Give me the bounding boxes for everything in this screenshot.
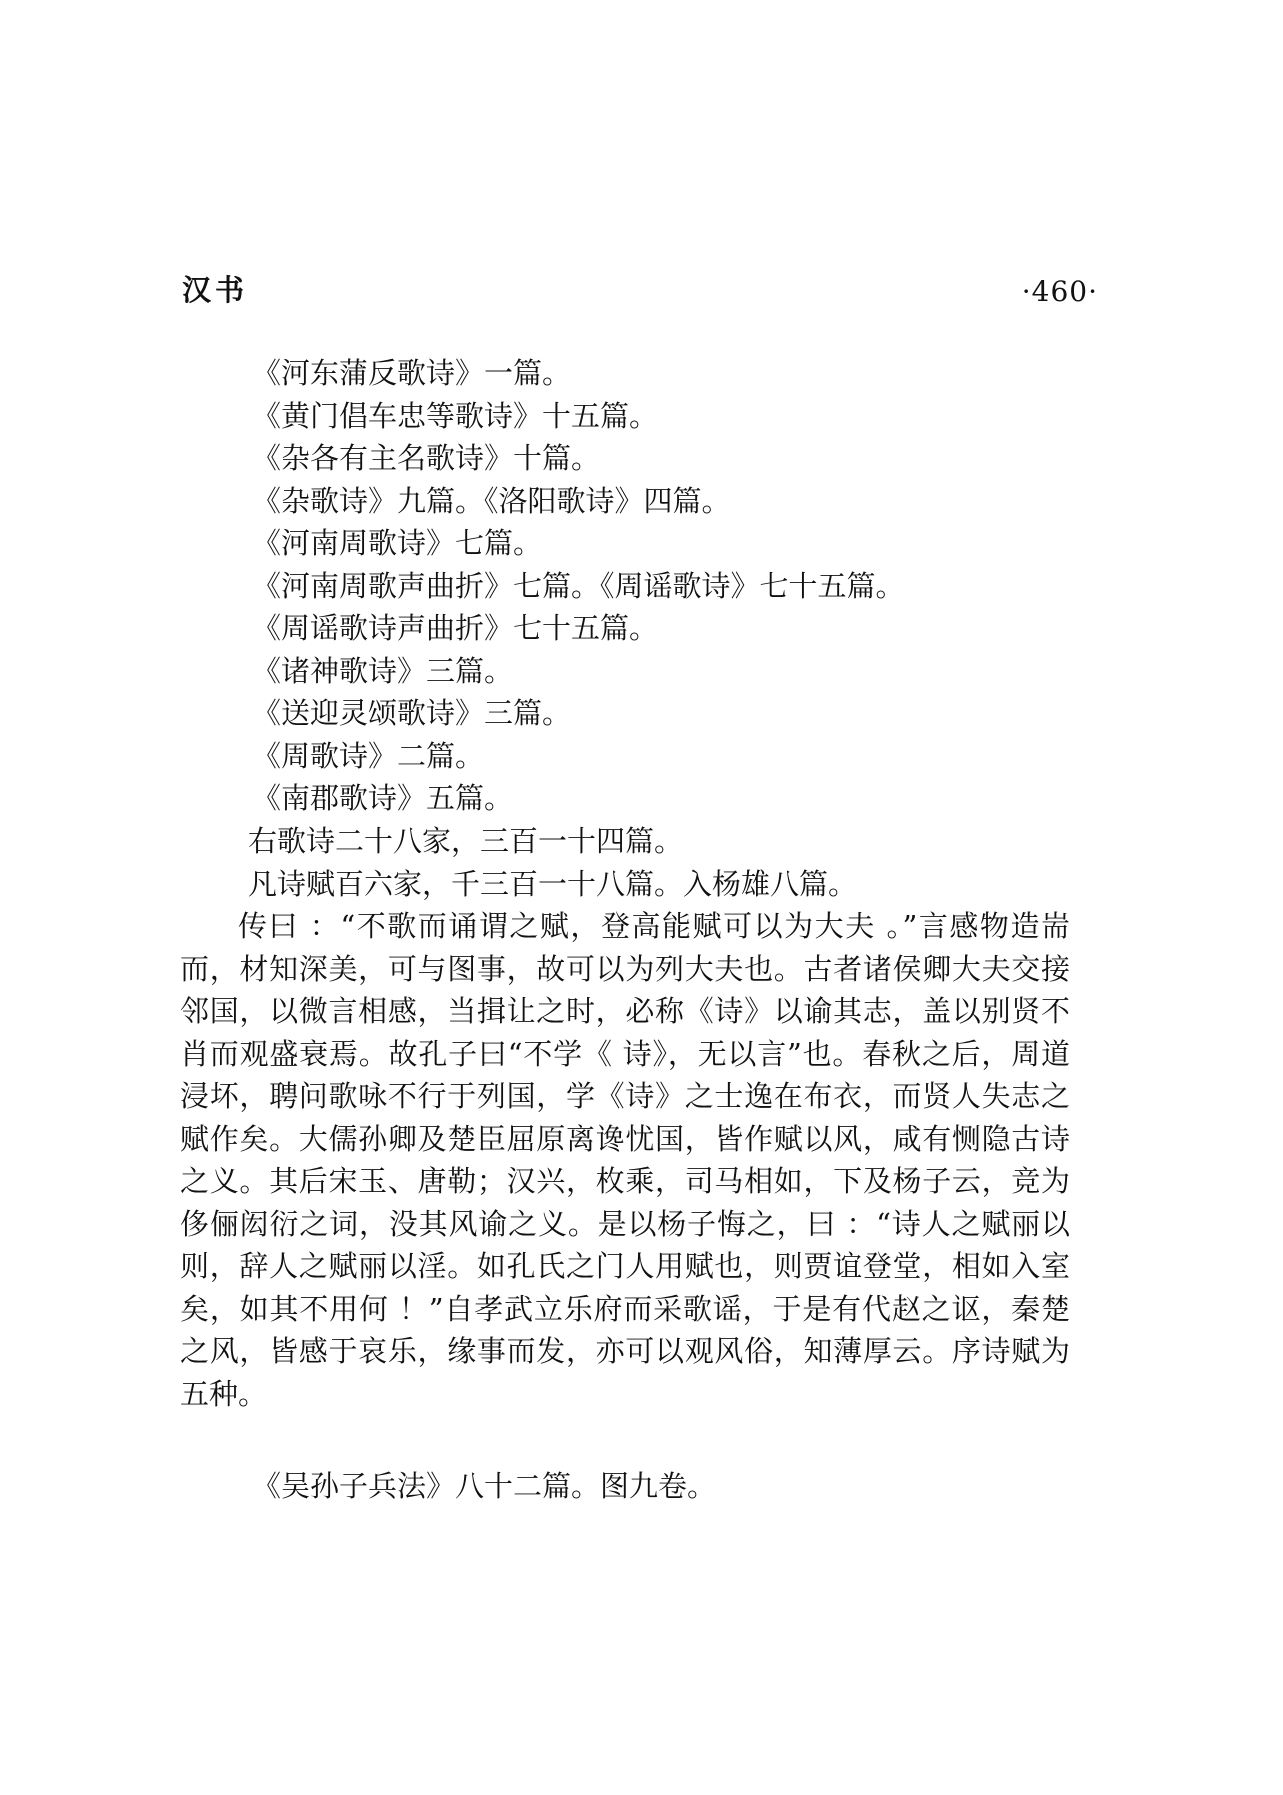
summary-block	[248, 820, 1088, 905]
grand-total-line: 凡诗赋百六家，千三百一十八篇。入杨雄八篇。	[248, 866, 858, 901]
bibliography-entry: 《河南周歌声曲折》七篇。《周谣歌诗》七十五篇。	[252, 568, 905, 603]
running-head-title: 汉书	[182, 273, 249, 307]
commentary-paragraph: 传曰 ：“不歌而诵谓之赋，登高能赋可以为大夫 。”言感物造耑而，材知深美，可与图事，故可以为列大夫也。古者诸侯卿大夫交接邻国，以微言相感，当揖让之时，必称《诗》以谕其志，盖以别贤不肖而观盛衰焉。故孔子曰“不学《 诗》，无以言”也。春秋之后，周道浸坏，聘问歌咏不行于列国，学《诗》之士逸在布衣，而贤人失志之赋作矣。大儒孙卿及楚臣屈原离谗忧国，皆作赋以风，咸有恻隐古诗之义。其后宋玉、唐勒；汉兴，枚乘，司马相如，下及杨子云，竞为侈俪闳衍之词，没其风谕之义。是以杨子悔之，曰 ：“诗人之赋丽以则，辞人之赋丽以淫。如孔氏之门人用赋也，则贾谊登堂，相如入室矣，如其不用何 ！”自孝武立乐府而采歌谣，于是有代赵之讴，秦楚之风，皆感于哀乐，缘事而发，亦可以观风俗，知薄厚云。序诗赋为五种。	[180, 909, 1070, 1411]
bibliography-entry: 《河南周歌诗》七篇。	[252, 526, 543, 560]
bibliography-entry: 《河东蒲反歌诗》一篇。	[252, 356, 572, 390]
bibliography-entry: 《周谣歌诗声曲折》七十五篇。	[252, 611, 659, 645]
page-number: ·460·	[1021, 275, 1098, 308]
section-total-line: 右歌诗二十八家，三百一十四篇。	[248, 824, 684, 858]
bibliography-entry: 《杂各有主名歌诗》十篇。	[252, 441, 601, 475]
bibliography-entry: 《黄门倡车忠等歌诗》十五篇。	[252, 398, 659, 433]
bibliography-entry: 《杂歌诗》九篇。《洛阳歌诗》四篇。	[252, 483, 731, 518]
bibliography-entry-next-section: 《吴孙子兵法》八十二篇。图九卷。	[252, 1469, 717, 1503]
bibliography-entry: 《周歌诗》二篇。	[252, 738, 485, 773]
bibliography-entry: 《送迎灵颂歌诗》三篇。	[252, 696, 572, 730]
bibliography-entry: 《南郡歌诗》五篇。	[252, 781, 514, 815]
bibliography-entry-list	[252, 352, 1092, 820]
bibliography-entry: 《诸神歌诗》三篇。	[252, 653, 514, 688]
